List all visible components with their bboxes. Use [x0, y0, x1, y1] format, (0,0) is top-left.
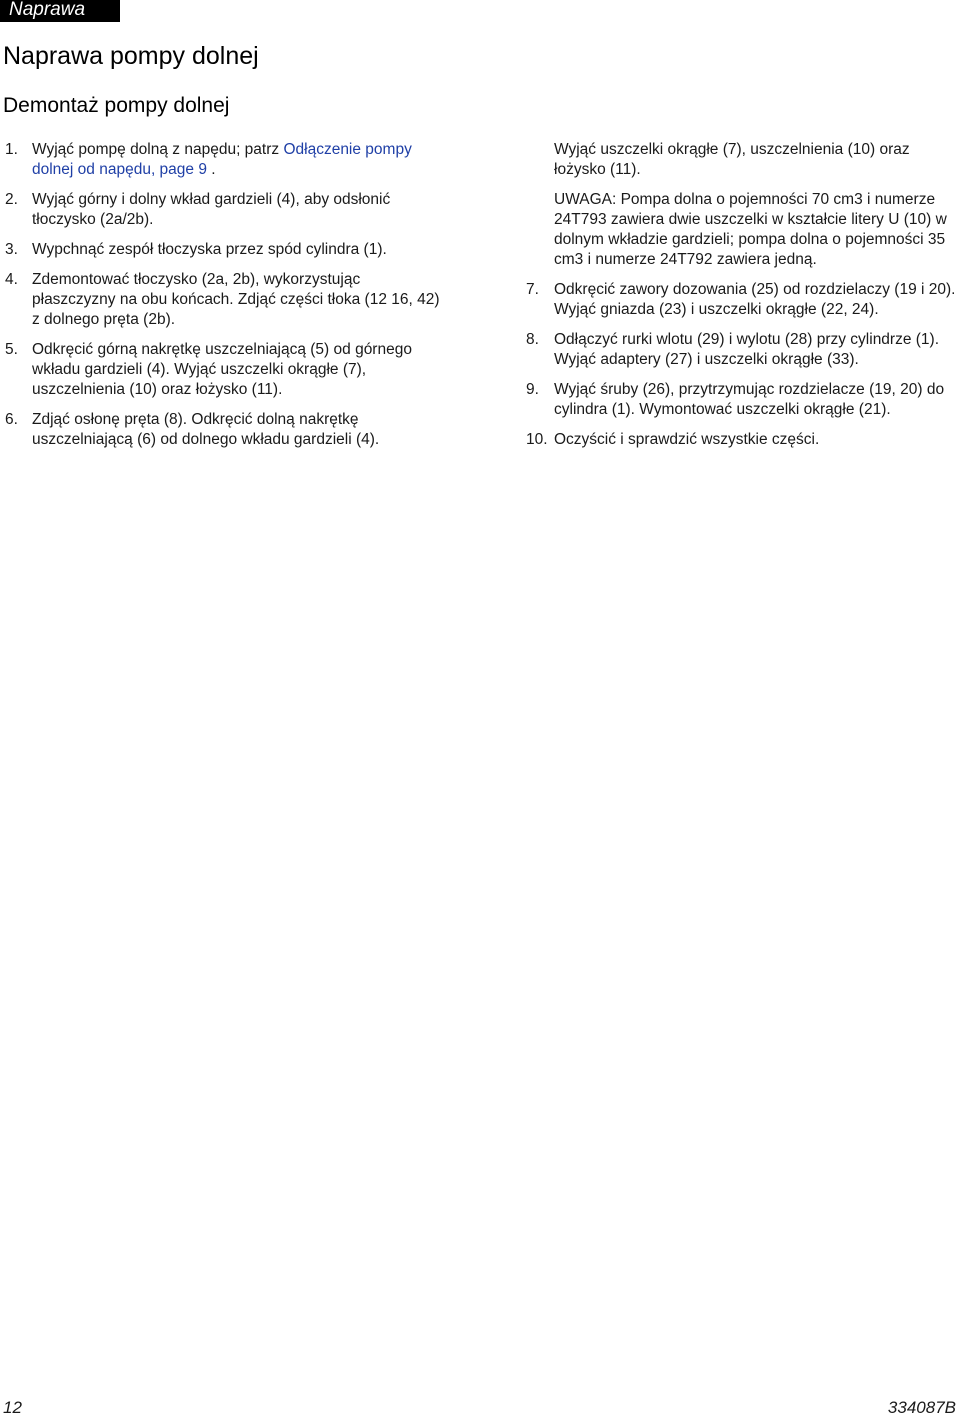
step-9: [526, 380, 956, 420]
section-header-label: Naprawa: [9, 0, 86, 20]
right-column: [526, 140, 956, 460]
step-4: [5, 270, 445, 330]
step-text: Wyjąć pompę dolną z napędu; patrz: [32, 141, 284, 158]
step-8: [526, 330, 956, 370]
step-text: Oczyścić i sprawdzić wszystkie części.: [554, 431, 820, 448]
step-text: Odkręcić zawory dozowania (25) od rozdzielaczy (19 i 20). Wyjąć gniazda (23) i uszczelki okrągłe (22, 24).: [554, 281, 956, 318]
document-number: 334087B: [887, 1398, 956, 1417]
step-text: Zdemontować tłoczysko (2a, 2b), wykorzystując płaszczyzny na obu końcach. Zdjąć części tłoka (12 16, 42) z dolnego pręta (2b).: [32, 271, 440, 328]
step-number: 3.: [5, 241, 18, 258]
step-5: [5, 340, 445, 400]
step-6-continuation: Wyjąć uszczelki okrągłe (7), uszczelnienia (10) oraz łożysko (11).: [554, 141, 910, 178]
step-number: 10.: [526, 431, 548, 448]
step-2: [5, 190, 445, 230]
step-number: 1.: [5, 141, 18, 158]
step-number: 7.: [526, 281, 539, 298]
step-number: 2.: [5, 191, 18, 208]
step-3: [5, 240, 445, 260]
step-text: Odłączyć rurki wlotu (29) i wylotu (28) przy cylindrze (1). Wyjąć adaptery (27) i uszczelki okrągłe (33).: [554, 331, 940, 368]
left-column: [5, 140, 445, 460]
note-paragraph: UWAGA: Pompa dolna o pojemności 70 cm3 i numerze 24T793 zawiera dwie uszczelki w kształcie litery U (10) w dolnym wkładzie gardzieli; pompa dolna o pojemności 35 cm3 i numerze 24T792 zawiera jedną.: [554, 191, 947, 268]
cross-reference-link[interactable]: Odłączenie pompy dolnej od napędu, page 9: [32, 141, 412, 178]
step-number: 9.: [526, 381, 539, 398]
step-text: Wyjąć śruby (26), przytrzymując rozdzielacze (19, 20) do cylindra (1). Wymontować uszczelki okrągłe (21).: [554, 381, 945, 418]
step-7: [526, 280, 956, 320]
step-number: 4.: [5, 271, 18, 288]
step-text: Zdjąć osłonę pręta (8). Odkręcić dolną nakrętkę uszczelniającą (6) od dolnego wkładu gardzieli (4).: [32, 411, 380, 448]
section-title: Demontaż pompy dolnej: [3, 94, 230, 117]
step-number: 5.: [5, 341, 18, 358]
step-6: [5, 410, 445, 450]
step-10: [526, 430, 956, 450]
step-text-end: .: [206, 161, 216, 178]
page-number: 12: [3, 1398, 22, 1417]
step-text: Wypchnąć zespół tłoczyska przez spód cylindra (1).: [32, 241, 387, 258]
step-number: 8.: [526, 331, 539, 348]
page-title: Naprawa pompy dolnej: [3, 42, 259, 70]
section-header-tab: [0, 0, 120, 22]
step-text: Wyjąć górny i dolny wkład gardzieli (4), aby odsłonić tłoczysko (2a/2b).: [32, 191, 391, 228]
step-text: Odkręcić górną nakrętkę uszczelniającą (5) od górnego wkładu gardzieli (4). Wyjąć uszczelki okrągłe (7), uszczelnienia (10) oraz łożysko (11).: [32, 341, 412, 398]
step-1: [5, 140, 445, 180]
step-number: 6.: [5, 411, 18, 428]
